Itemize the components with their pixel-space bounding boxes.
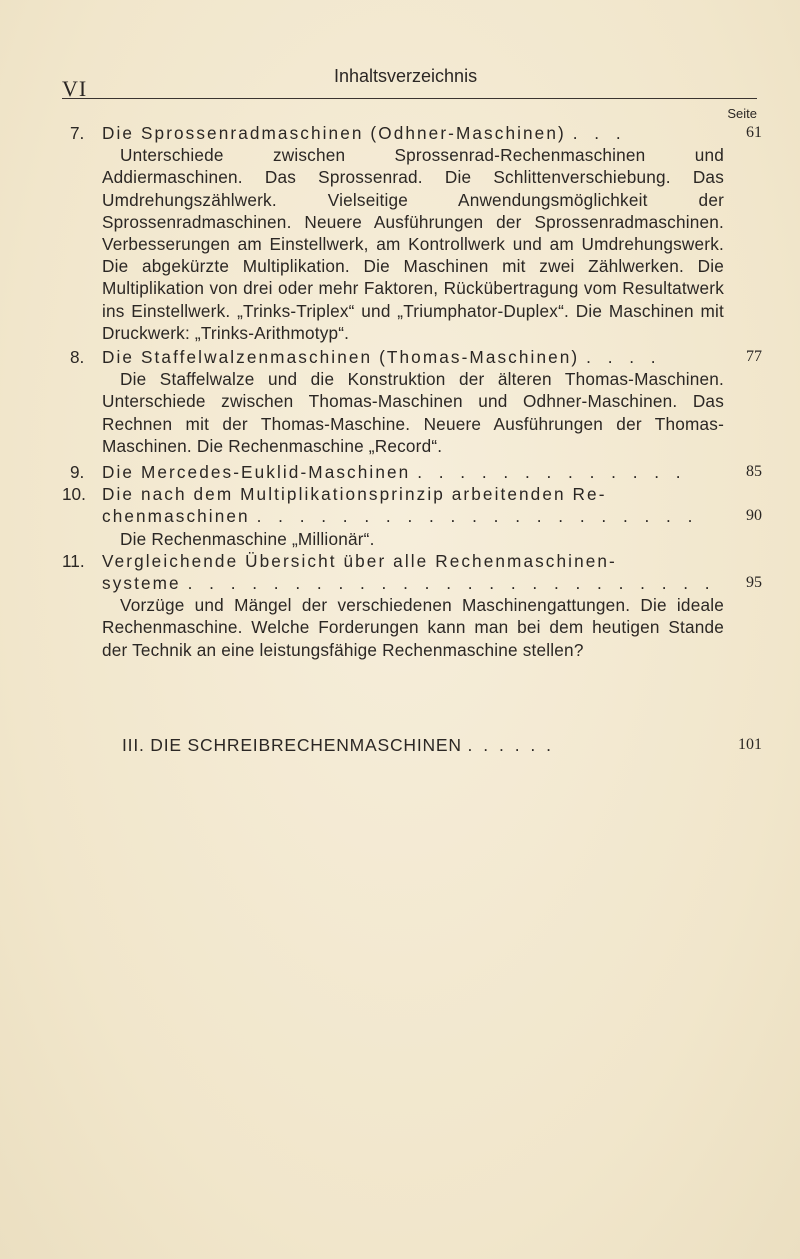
entry-title: Die nach dem Multiplikationsprinzip arbeitenden Re- <box>102 484 607 505</box>
entry-page: 77 <box>746 348 762 366</box>
entry-number: 9. <box>70 462 85 483</box>
entry-description: Vorzüge und Mängel der verschiedenen Maschinengattungen. Die ideale Rechenmaschine. Welche Forderungen kann man bei dem heutigen Stande der Technik an eine leistungsfähige Rechenmaschine stellen? <box>102 595 724 660</box>
entry-number: 8. <box>70 347 85 368</box>
table-of-contents <box>62 122 762 755</box>
entry-page: 90 <box>746 507 762 525</box>
entry-description: Die Staffelwalze und die Konstruktion der älteren Thomas-Maschinen. Unterschiede zwischen Thomas-Maschinen und Odhner-Maschinen. Das Rechnen mit der Thomas-Maschine. Neuere Ausführungen der Thomas-Maschinen. Die Rechenmaschine „Record“. <box>102 369 724 456</box>
toc-entry-9 <box>62 461 762 483</box>
toc-entry-11 <box>62 550 762 661</box>
section-page: 101 <box>738 736 762 753</box>
entry-title: Die Staffelwalzenmaschinen (Thomas-Maschinen) <box>102 347 580 368</box>
dot-leader: . . . . . . . . . . . . . <box>417 462 687 483</box>
toc-entry-8 <box>62 346 762 457</box>
entry-title: Vergleichende Übersicht über alle Rechenmaschinen- <box>102 550 617 571</box>
dot-leader: . . . . . . . . . . . . . . . . . . . . . <box>256 506 699 527</box>
page-column-label: Seite <box>727 106 757 121</box>
running-head: Inhaltsverzeichnis <box>334 66 478 86</box>
entry-page: 61 <box>746 124 762 141</box>
section-heading <box>62 734 762 756</box>
dot-leader: . . . . <box>586 347 662 368</box>
toc-entry-10 <box>62 483 762 550</box>
entry-title-continuation: systeme <box>102 573 181 594</box>
dot-leader: . . . . . . . . . . . . . . . . . . . . . . . . . <box>187 573 716 594</box>
entry-title: Die Sprossenradmaschinen (Odhner-Maschinen) <box>102 123 566 143</box>
page-number: VI <box>62 76 88 101</box>
entry-page: 85 <box>746 463 762 481</box>
entry-number: 10. <box>62 484 86 505</box>
entry-number: 11. <box>62 550 85 571</box>
dot-leader: . . . . . . <box>467 735 554 755</box>
page-header <box>62 66 757 99</box>
entry-title-continuation: chenmaschinen <box>102 506 250 527</box>
toc-entry-7 <box>62 122 762 344</box>
dot-leader: . . . <box>572 123 627 143</box>
section-title: III. DIE SCHREIBRECHENMASCHINEN <box>122 735 462 755</box>
entry-page: 95 <box>746 574 762 592</box>
entry-number: 7. <box>70 123 85 143</box>
entry-description: Die Rechenmaschine „Millionär“. <box>120 528 375 549</box>
entry-description: Unterschiede zwischen Sprossenrad-Rechenmaschinen und Addiermaschinen. Das Sprossenrad. Die Schlittenverschiebung. Das Umdrehungszählwerk. Vielseitige Anwendungsmöglichkeit der Sprossenradmaschinen. Neuere Ausführungen der Sprossenradmaschinen. Verbesserungen am Einstellwerk, am Kontrollwerk und am Umdrehungswerk. Die abgekürzte Multiplikation. Die Maschinen mit zwei Zählwerken. Die Multiplikation von drei oder mehr Faktoren, Rückübertragung vom Resultatwerk ins Einstellwerk. „Trinks-Triplex“ und „Triumphator-Duplex“. Die Maschinen mit Druckwerk: „Trinks-Arithmotyp“. <box>102 145 724 343</box>
entry-title: Die Mercedes-Euklid-Maschinen <box>102 462 411 483</box>
